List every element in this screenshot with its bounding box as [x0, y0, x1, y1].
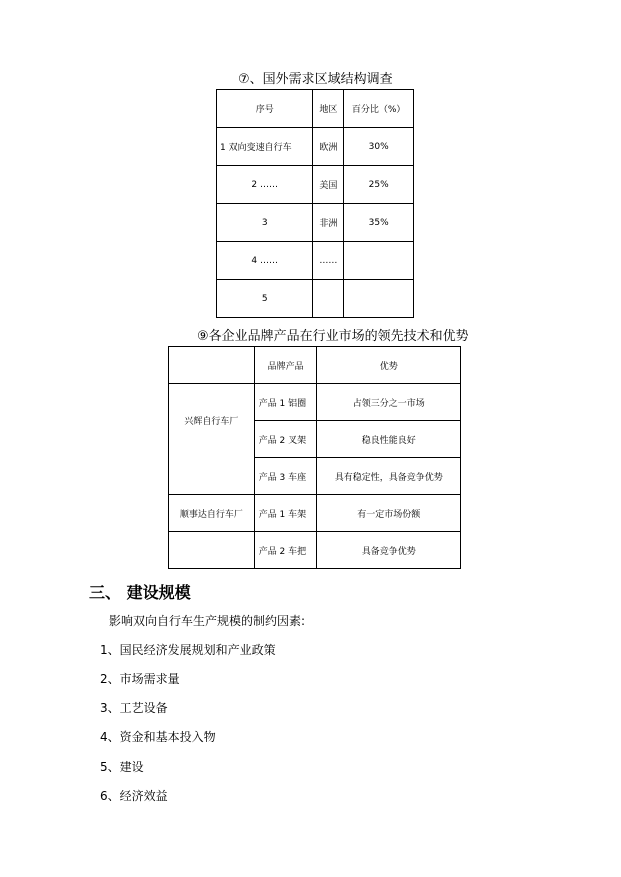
product-cell: 产品 2 车把 [254, 532, 317, 569]
list-item: 4、资金和基本投入物 [100, 730, 216, 744]
table-cell: 5 [217, 280, 313, 318]
company-cell: 兴辉自行车厂 [169, 384, 255, 495]
table-row [217, 280, 414, 318]
table-row [169, 532, 461, 569]
section-heading: 三、 建设规模 [89, 583, 191, 602]
company-cell: 顺事达自行车厂 [169, 495, 255, 532]
header-cell: 地区 [313, 90, 344, 128]
product-cell: 产品 2 叉架 [254, 421, 317, 458]
table-cell: 4 …… [217, 242, 313, 280]
header-cell: 百分比（%） [344, 90, 414, 128]
list-item: 1、国民经济发展规划和产业政策 [100, 643, 276, 657]
demand-region-table [216, 89, 414, 318]
table1-caption: ⑦、国外需求区域结构调查 [238, 72, 393, 87]
table-cell: 30% [344, 128, 414, 166]
list-item: 2、市场需求量 [100, 672, 180, 686]
product-cell: 产品 1 车架 [254, 495, 317, 532]
table-cell: 35% [344, 204, 414, 242]
table-cell: 欧洲 [313, 128, 344, 166]
advantage-cell: 具有稳定性，具备竞争优势 [317, 458, 461, 495]
table-row [217, 128, 414, 166]
table-row [217, 166, 414, 204]
table-cell: 非洲 [313, 204, 344, 242]
table-cell [344, 280, 414, 318]
product-cell: 产品 1 铝圈 [254, 384, 317, 421]
advantage-cell: 具备竞争优势 [317, 532, 461, 569]
header-cell: 优势 [317, 347, 461, 384]
section-intro: 影响双向自行车生产规模的制约因素: [109, 614, 306, 628]
table2-caption: ⑨各企业品牌产品在行业市场的领先技术和优势 [197, 329, 469, 344]
header-cell [169, 347, 255, 384]
table-row [169, 384, 461, 421]
company-cell-empty [169, 532, 255, 569]
table-cell [344, 242, 414, 280]
table-row [169, 495, 461, 532]
table-cell: 美国 [313, 166, 344, 204]
header-cell: 品牌产品 [254, 347, 317, 384]
table-header-row [217, 90, 414, 128]
table-cell: 2 …… [217, 166, 313, 204]
advantage-cell: 占领三分之一市场 [317, 384, 461, 421]
list-item: 6、经济效益 [100, 789, 168, 803]
table-cell: 25% [344, 166, 414, 204]
product-cell: 产品 3 车座 [254, 458, 317, 495]
header-cell: 序号 [217, 90, 313, 128]
table-cell: 3 [217, 204, 313, 242]
table-cell [313, 280, 344, 318]
list-item: 5、建设 [100, 760, 144, 774]
table-cell: …… [313, 242, 344, 280]
brand-advantage-table [168, 346, 461, 569]
table-row [217, 242, 414, 280]
table-cell: 1 双向变速自行车 [217, 128, 313, 166]
table-header-row [169, 347, 461, 384]
advantage-cell: 有一定市场份额 [317, 495, 461, 532]
advantage-cell: 稳良性能良好 [317, 421, 461, 458]
table-row [217, 204, 414, 242]
list-item: 3、工艺设备 [100, 701, 168, 715]
